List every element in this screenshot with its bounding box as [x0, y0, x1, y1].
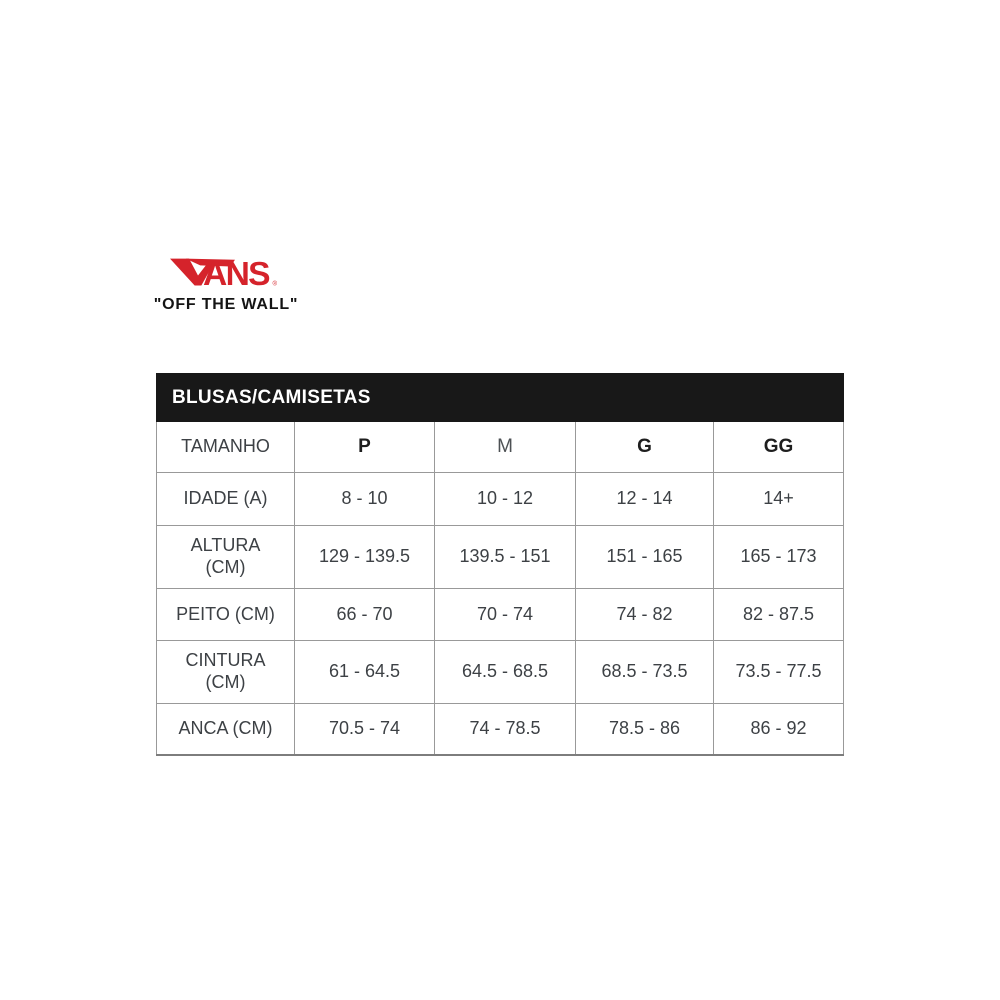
- cell-altura-gg: 165 - 173: [714, 526, 844, 589]
- row-label-cintura: [157, 641, 295, 704]
- table-title-row: [157, 374, 844, 422]
- table-row-cintura: [157, 641, 844, 704]
- column-header-size-g: G: [576, 422, 714, 473]
- brand-tagline: "OFF THE WALL": [153, 296, 299, 313]
- cell-cintura-p: 61 - 64.5: [295, 641, 435, 704]
- size-chart-table: [156, 373, 844, 756]
- cell-idade-m: 10 - 12: [435, 473, 576, 526]
- cell-anca-g: 78.5 - 86: [576, 704, 714, 756]
- cell-idade-g: 12 - 14: [576, 473, 714, 526]
- table-row-altura: [157, 526, 844, 589]
- row-label-anca: [157, 704, 295, 756]
- cell-cintura-g: 68.5 - 73.5: [576, 641, 714, 704]
- cell-anca-p: 70.5 - 74: [295, 704, 435, 756]
- cell-altura-m: 139.5 - 151: [435, 526, 576, 589]
- column-header-size-m: M: [435, 422, 576, 473]
- row-label-text: ALTURA: [190, 535, 261, 556]
- cell-idade-gg: 14+: [714, 473, 844, 526]
- row-label-peito: [157, 589, 295, 641]
- row-label-idade: [157, 473, 295, 526]
- cell-cintura-gg: 73.5 - 77.5: [714, 641, 844, 704]
- table-title: BLUSAS/CAMISETAS: [157, 374, 844, 422]
- cell-altura-p: 129 - 139.5: [295, 526, 435, 589]
- cell-altura-g: 151 - 165: [576, 526, 714, 589]
- cell-anca-m: 74 - 78.5: [435, 704, 576, 756]
- row-label-altura: [157, 526, 295, 589]
- cell-cintura-m: 64.5 - 68.5: [435, 641, 576, 704]
- vans-logo-icon: [170, 253, 282, 289]
- column-header-size-p: P: [295, 422, 435, 473]
- vans-logo-letters: ANS: [203, 256, 269, 289]
- cell-anca-gg: 86 - 92: [714, 704, 844, 756]
- row-label-text2: (CM): [205, 672, 246, 692]
- cell-peito-g: 74 - 82: [576, 589, 714, 641]
- row-label-text: ANCA (CM): [178, 718, 273, 739]
- column-header-tamanho: TAMANHO: [157, 422, 295, 473]
- column-header-size-gg: GG: [714, 422, 844, 473]
- row-label-text: PEITO (CM): [176, 603, 275, 624]
- row-label-text: CINTURA: [185, 650, 266, 671]
- table-row-peito: [157, 589, 844, 641]
- table-row-idade: [157, 473, 844, 526]
- table-row-anca: [157, 704, 844, 756]
- cell-peito-m: 70 - 74: [435, 589, 576, 641]
- cell-idade-p: 8 - 10: [295, 473, 435, 526]
- table-header-row: [157, 422, 844, 473]
- cell-peito-p: 66 - 70: [295, 589, 435, 641]
- cell-peito-gg: 82 - 87.5: [714, 589, 844, 641]
- vans-brand-block: [151, 253, 301, 314]
- registered-mark: ®: [272, 280, 278, 288]
- row-label-text: IDADE (A): [183, 488, 268, 509]
- row-label-text2: (CM): [205, 557, 246, 577]
